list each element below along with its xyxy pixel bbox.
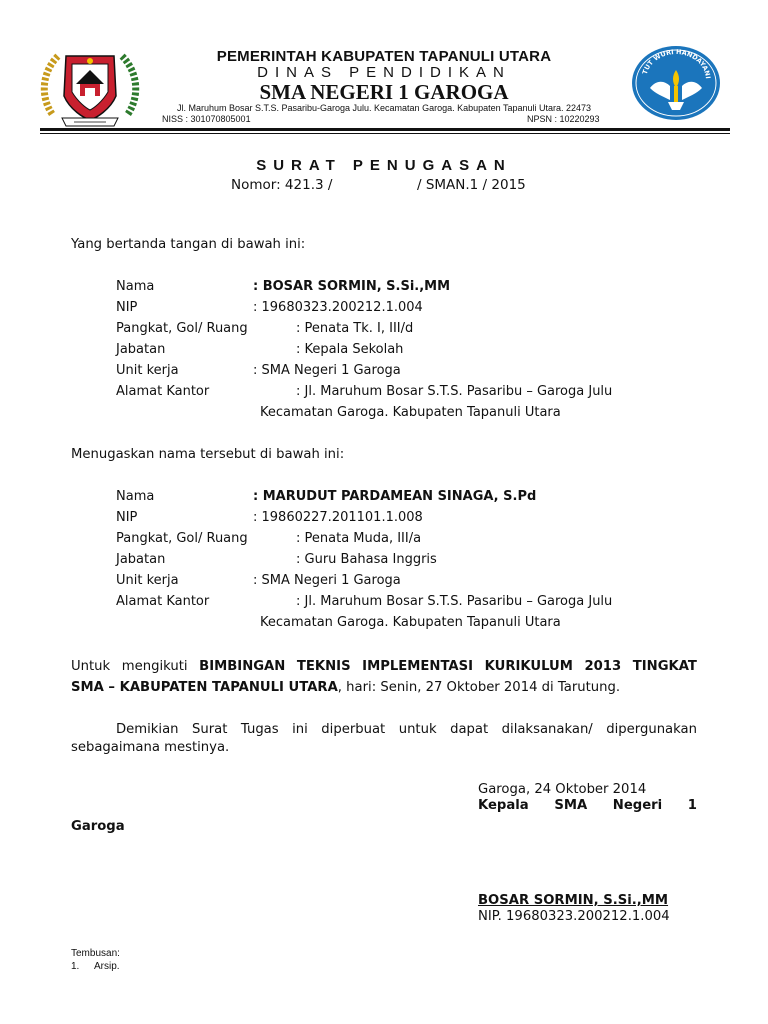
signature-position-word: Kepala: [478, 798, 529, 813]
purpose-word: KURIKULUM: [484, 659, 573, 674]
signature-position: [478, 798, 697, 813]
assignee-unit-label: Unit kerja: [116, 573, 179, 588]
letterhead-school: SMA NEGERI 1 GAROGA: [259, 80, 509, 104]
letterhead-government: PEMERINTAH KABUPATEN TAPANULI UTARA: [216, 48, 552, 65]
letterhead-npsn: NPSN : 10220293: [527, 114, 600, 124]
closing-word: Tugas: [240, 722, 279, 737]
intro-text: Yang bertanda tangan di bawah ini:: [71, 237, 306, 252]
signer-position-label: Jabatan: [116, 342, 166, 357]
assignee-name-value: : MARUDUT PARDAMEAN SINAGA, S.Pd: [253, 489, 537, 504]
signer-unit-value: : SMA Negeri 1 Garoga: [253, 363, 401, 378]
assignee-nip-label: NIP: [116, 510, 138, 525]
letterhead-address: Jl. Maruhum Bosar S.T.S. Pasaribu-Garoga Julu. Kecamatan Garoga. Kabupaten Tapanuli Utara. 22473: [176, 103, 592, 113]
assignee-rank-value: : Penata Muda, III/a: [296, 531, 422, 546]
letter-number-left: Nomor: 421.3 /: [231, 177, 333, 193]
letter-number-right: / SMAN.1 / 2015: [417, 177, 526, 193]
assign-intro-text: Menugaskan nama tersebut di bawah ini:: [71, 447, 345, 462]
assignee-position-value: : Guru Bahasa Inggris: [296, 552, 437, 567]
signer-nip-label: NIP: [116, 300, 138, 315]
signer-address-label: Alamat Kantor: [116, 384, 210, 399]
signer-position-value: : Kepala Sekolah: [296, 342, 404, 357]
letterhead-niss: NISS : 301070805001: [162, 114, 251, 124]
cc-label: Tembusan:: [71, 948, 120, 959]
purpose-word: TINGKAT: [632, 659, 697, 674]
signer-nip-value: : 19680323.200212.1.004: [253, 300, 423, 315]
letterhead-rule-thick: [40, 128, 730, 131]
assignee-address-value: : Jl. Maruhum Bosar S.T.S. Pasaribu – Garoga Julu: [296, 594, 613, 609]
svg-text:TUT WURI HANDAYANI: TUT WURI HANDAYANI: [640, 47, 712, 80]
closing-word: dipergunakan: [606, 722, 697, 737]
purpose-word: mengikuti: [121, 659, 188, 674]
signature-position-cont: Garoga: [71, 819, 125, 834]
closing-word: diperbuat: [321, 722, 386, 737]
signer-address-value: : Jl. Maruhum Bosar S.T.S. Pasaribu – Garoga Julu: [296, 384, 613, 399]
cc-item-number: 1.: [71, 961, 80, 972]
purpose-date: , hari: Senin, 27 Oktober 2014 di Tarutung.: [337, 680, 621, 695]
signer-name-value: : BOSAR SORMIN, S.Si.,MM: [253, 279, 451, 294]
closing-word: Surat: [192, 722, 228, 737]
signature-place-date: Garoga, 24 Oktober 2014: [478, 782, 647, 797]
assignee-unit-value: : SMA Negeri 1 Garoga: [253, 573, 401, 588]
purpose-paragraph: [71, 656, 697, 698]
closing-paragraph: [116, 719, 697, 740]
signature-position-word: SMA: [554, 798, 588, 813]
letterhead-office: DINAS PENDIDIKAN: [257, 64, 511, 81]
signature-position-word: 1: [687, 798, 697, 813]
assignee-address-label: Alamat Kantor: [116, 594, 210, 609]
purpose-word: Untuk: [71, 659, 111, 674]
purpose-word: BIMBINGAN: [199, 659, 286, 674]
assignee-position-label: Jabatan: [116, 552, 166, 567]
signer-rank-label: Pangkat, Gol/ Ruang: [116, 321, 248, 336]
signature-position-word: Negeri: [612, 798, 663, 813]
purpose-word: IMPLEMENTASI: [362, 659, 474, 674]
purpose-event: SMA – KABUPATEN TAPANULI UTARA: [71, 680, 338, 695]
letter-number: [231, 177, 526, 193]
purpose-word: TEKNIS: [296, 659, 351, 674]
closing-line-2: sebagaimana mestinya.: [71, 740, 230, 755]
letterhead-rule-thin: [40, 133, 730, 134]
signer-unit-label: Unit kerja: [116, 363, 179, 378]
signer-address-value-2: Kecamatan Garoga. Kabupaten Tapanuli Utara: [260, 405, 561, 420]
assignee-name-label: Nama: [116, 489, 155, 504]
assignee-nip-value: : 19860227.201101.1.008: [253, 510, 423, 525]
assignee-rank-label: Pangkat, Gol/ Ruang: [116, 531, 248, 546]
signature-nip: NIP. 19680323.200212.1.004: [478, 909, 670, 924]
closing-word: ini: [292, 722, 308, 737]
closing-word: untuk: [398, 722, 437, 737]
closing-word: Demikian: [116, 722, 179, 737]
closing-word: dapat: [450, 722, 489, 737]
letter-title: SURAT PENUGASAN: [256, 157, 512, 174]
closing-word: dilaksanakan/: [501, 722, 593, 737]
signer-rank-value: : Penata Tk. I, III/d: [296, 321, 414, 336]
cc-item-text: Arsip.: [94, 961, 120, 972]
assignee-address-value-2: Kecamatan Garoga. Kabupaten Tapanuli Utara: [260, 615, 561, 630]
signature-name: BOSAR SORMIN, S.Si.,MM: [478, 893, 669, 908]
signer-name-label: Nama: [116, 279, 155, 294]
purpose-word: 2013: [584, 659, 622, 674]
